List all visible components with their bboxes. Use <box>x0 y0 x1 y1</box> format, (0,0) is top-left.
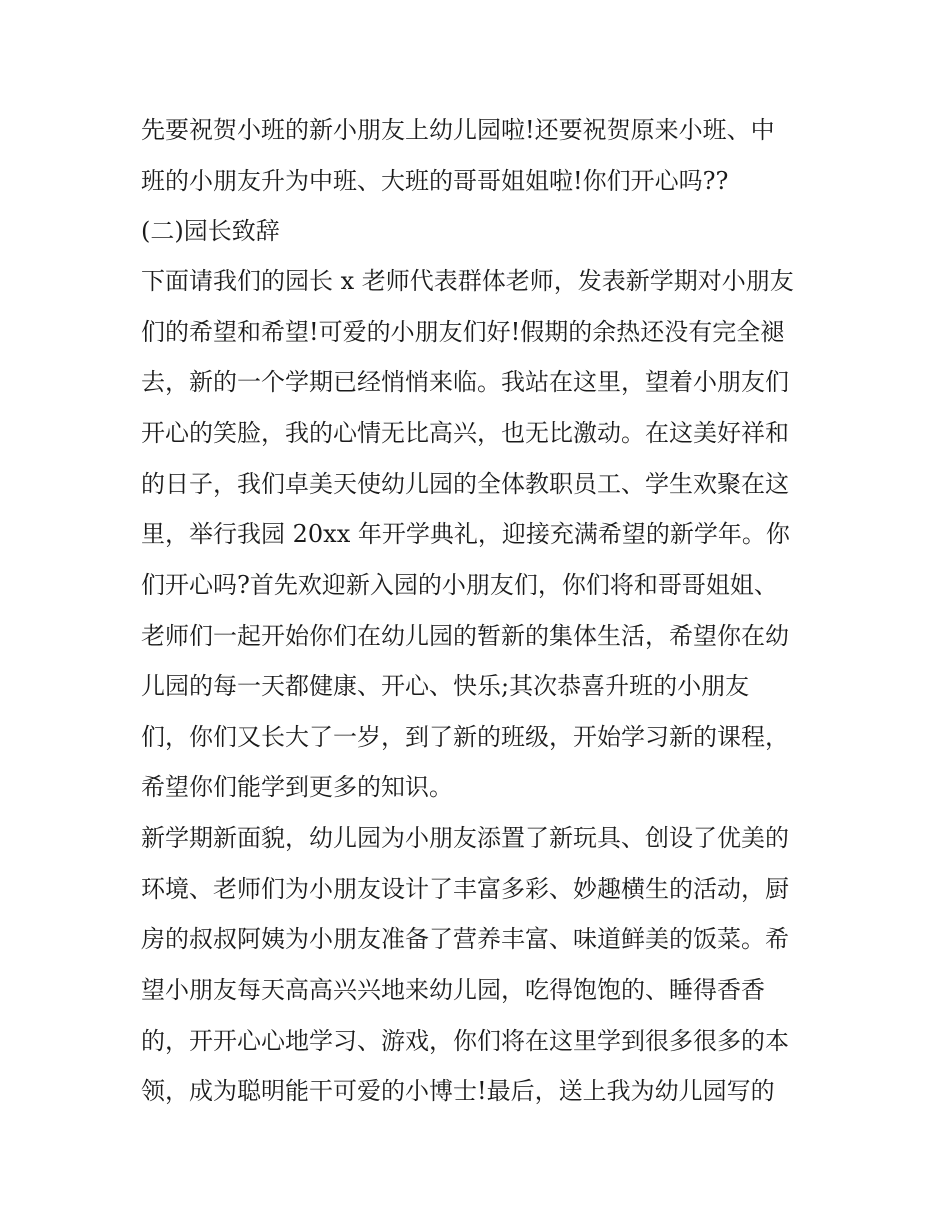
text-line: 去，新的一个学期已经悄悄来临。我站在这里，望着小朋友们 <box>141 368 789 396</box>
text-line: 的日子，我们卓美天使幼儿园的全体教职员工、学生欢聚在这 <box>141 470 789 498</box>
text-line: 班的小朋友升为中班、大班的哥哥姐姐啦!你们开心吗?? <box>141 167 729 195</box>
text-line: 们开心吗?首先欢迎新入园的小朋友们，你们将和哥哥姐姐、 <box>141 571 778 599</box>
text-line: 环境、老师们为小朋友设计了丰富多彩、妙趣横生的活动，厨 <box>141 875 789 903</box>
text-line: 开心的笑脸，我的心情无比高兴，也无比激动。在这美好祥和 <box>141 419 789 447</box>
section-heading: (二)园长致辞 <box>141 217 280 245</box>
text-line: 下面请我们的园长 x 老师代表群体老师，发表新学期对小朋友 <box>141 267 794 295</box>
text-line: 们，你们又长大了一岁，到了新的班级，开始学习新的课程， <box>141 723 789 751</box>
text-line: 们的希望和希望!可爱的小朋友们好!假期的余热还没有完全褪 <box>141 318 785 346</box>
text-line: 老师们一起开始你们在幼儿园的暂新的集体生活，希望你在幼 <box>141 622 789 650</box>
text-line: 望小朋友每天高高兴兴地来幼儿园，吃得饱饱的、睡得香香 <box>141 976 765 1004</box>
text-line: 希望你们能学到更多的知识。 <box>141 773 453 801</box>
text-line: 房的叔叔阿姨为小朋友准备了营养丰富、味道鲜美的饭菜。希 <box>141 925 789 953</box>
text-line: 儿园的每一天都健康、开心、快乐;其次恭喜升班的小朋友 <box>141 672 750 700</box>
text-line: 领，成为聪明能干可爱的小博士!最后，送上我为幼儿园写的 <box>141 1077 775 1105</box>
text-line: 的，开开心心地学习、游戏，你们将在这里学到很多很多的本 <box>141 1027 789 1055</box>
text-line: 新学期新面貌，幼儿园为小朋友添置了新玩具、创设了优美的 <box>141 824 789 852</box>
text-line: 先要祝贺小班的新小朋友上幼儿园啦!还要祝贺原来小班、中 <box>141 116 775 144</box>
text-line: 里，举行我园 20xx 年开学典礼，迎接充满希望的新学年。你 <box>141 520 790 548</box>
